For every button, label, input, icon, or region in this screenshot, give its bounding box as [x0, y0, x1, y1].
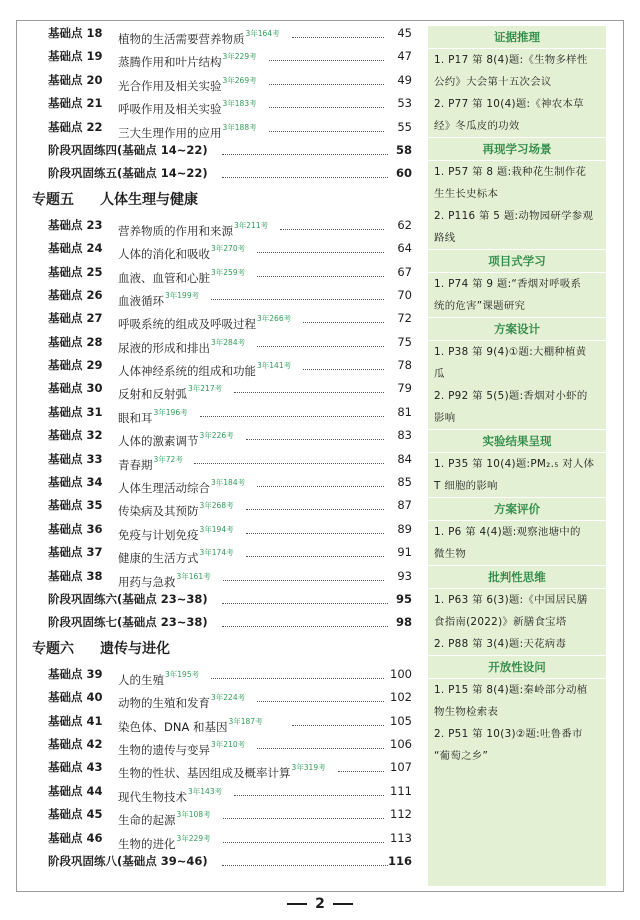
basic-point-code: 基础点 31 — [48, 404, 103, 419]
stage-practice-row[interactable] — [32, 588, 418, 611]
stage-practice-row[interactable] — [32, 850, 418, 873]
exam-frequency: 3年187考 — [228, 716, 263, 726]
stage-practice-row[interactable] — [32, 139, 418, 162]
exam-frequency: 3年143考 — [188, 786, 223, 796]
page-ref: 70 — [397, 287, 412, 302]
sidebar-section — [428, 318, 606, 430]
exam-frequency: 3年266考 — [257, 314, 292, 324]
sidebar-line: 生生长史标本 — [434, 188, 499, 200]
leader-dots — [222, 154, 388, 155]
sidebar-section-heading: 开放性设问 — [428, 656, 606, 679]
leader-dots — [303, 322, 384, 323]
basic-point-title: 染色体、DNA 和基因$^{3年187考}$ — [118, 716, 263, 734]
leader-dots — [200, 416, 385, 417]
page-ref: 75 — [397, 334, 412, 349]
basic-point-code: 基础点 41 — [48, 713, 103, 728]
toc-row[interactable] — [32, 827, 418, 850]
leader-dots — [222, 865, 388, 866]
toc-row[interactable] — [32, 686, 418, 709]
toc-row[interactable] — [32, 22, 418, 45]
page-ref: 45 — [397, 26, 412, 40]
exam-frequency: 3年224考 — [211, 693, 246, 703]
leader-dots — [222, 177, 388, 178]
sidebar-line: 统的危害”课题研究 — [434, 300, 526, 312]
exam-frequency: 3年72考 — [153, 454, 183, 464]
stage-practice-row[interactable] — [32, 611, 418, 634]
basic-point-code: 基础点 42 — [48, 736, 103, 751]
exam-frequency: 3年194考 — [199, 524, 234, 534]
sidebar-line: 1. P57 第 8 题:栽种花生制作花 — [434, 166, 587, 178]
basic-point-code: 基础点 46 — [48, 830, 103, 845]
page-ref: 98 — [395, 615, 412, 630]
basic-point-title: 青春期$^{3年72考}$ — [118, 454, 183, 472]
sidebar-section-heading: 证据推理 — [428, 26, 606, 49]
sidebar-line: 食指南(2022)》新膳食宝塔 — [434, 616, 567, 628]
page-ref: 93 — [397, 568, 412, 583]
toc-row[interactable] — [32, 710, 418, 733]
page-ref: 78 — [397, 358, 412, 373]
exam-frequency: 3年210考 — [211, 739, 246, 749]
page-ref: 113 — [390, 830, 412, 845]
basic-point-title: 植物的生活需要营养物质$^{3年164考}$ — [118, 29, 280, 46]
sidebar-line: 1. P74 第 9 题:“香烟对呼吸系 — [434, 278, 582, 290]
exam-frequency: 3年319考 — [291, 763, 326, 773]
leader-dots — [223, 580, 385, 581]
page-ref: 100 — [390, 666, 412, 681]
page-ref: 58 — [395, 142, 412, 157]
sidebar-line: 公约》大会第十五次会议 — [434, 76, 552, 88]
basic-point-title: 传染病及其预防$^{3年268考}$ — [118, 501, 234, 519]
toc-row[interactable] — [32, 663, 418, 686]
toc-row[interactable] — [32, 494, 418, 517]
toc-row[interactable] — [32, 237, 418, 260]
sidebar-line: 2. P116 第 5 题:动物园研学参观 — [434, 210, 594, 222]
basic-point-code: 基础点 35 — [48, 498, 103, 513]
exam-frequency: 3年270考 — [211, 244, 246, 254]
footer-dash-right — [333, 903, 353, 905]
exam-frequency: 3年108考 — [176, 810, 211, 820]
basic-point-title: 人体生理活动综合$^{3年184考}$ — [118, 478, 246, 496]
leader-dots — [246, 556, 385, 557]
basic-point-code: 基础点 26 — [48, 287, 103, 302]
exam-frequency: 3年141考 — [257, 361, 292, 371]
basic-point-title: 蒸腾作用和叶片结构$^{3年229考}$ — [118, 52, 257, 70]
basic-point-code: 基础点 23 — [48, 217, 103, 232]
basic-point-code: 基础点 30 — [48, 381, 103, 396]
toc-row[interactable] — [32, 69, 418, 92]
page-ref: 55 — [397, 119, 412, 134]
toc-row[interactable] — [32, 541, 418, 564]
basic-point-code: 基础点 29 — [48, 358, 103, 373]
stage-practice-label: 阶段巩固练五(基础点 14~22) — [48, 166, 208, 181]
basic-point-title: 人体的消化和吸收$^{3年270考}$ — [118, 244, 246, 262]
exam-frequency: 3年196考 — [153, 407, 188, 417]
stage-practice-row[interactable] — [32, 162, 418, 185]
leader-dots — [269, 107, 385, 108]
exam-frequency: 3年211考 — [234, 220, 269, 230]
page-ref: 72 — [397, 311, 412, 326]
exam-frequency: 3年164考 — [245, 29, 280, 38]
leader-dots — [257, 701, 384, 702]
topic-name: 遗传与进化 — [100, 640, 170, 657]
leader-dots — [257, 252, 384, 253]
page-ref: 62 — [397, 217, 412, 232]
toc-row[interactable] — [32, 803, 418, 826]
exam-frequency: 3年174考 — [199, 548, 234, 558]
toc-row[interactable] — [32, 116, 418, 139]
leader-dots — [292, 725, 385, 726]
exam-frequency: 3年284考 — [211, 337, 246, 347]
skills-sidebar — [428, 26, 606, 886]
exam-frequency: 3年217考 — [188, 384, 223, 394]
basic-point-title: 生命的起源$^{3年108考}$ — [118, 810, 211, 828]
leader-dots — [211, 299, 384, 300]
page-ref: 60 — [395, 166, 412, 181]
toc-row[interactable] — [32, 214, 418, 237]
leader-dots — [223, 818, 385, 819]
leader-dots — [234, 392, 384, 393]
leader-dots — [257, 346, 384, 347]
stage-practice-label: 阶段巩固练六(基础点 23~38) — [48, 591, 208, 606]
page-ref: 91 — [397, 545, 412, 560]
toc-row[interactable] — [32, 756, 418, 779]
sidebar-line: 2. P77 第 10(4)题:《神农本草 — [434, 98, 584, 110]
page-ref: 87 — [397, 498, 412, 513]
basic-point-title: 眼和耳$^{3年196考}$ — [118, 407, 188, 425]
sidebar-section — [428, 430, 606, 498]
basic-point-code: 基础点 38 — [48, 568, 103, 583]
sidebar-section — [428, 498, 606, 566]
sidebar-section-heading: 方案设计 — [428, 318, 606, 341]
sidebar-section — [428, 138, 606, 250]
leader-dots — [292, 37, 385, 38]
basic-point-title: 呼吸作用及相关实验$^{3年183考}$ — [118, 99, 257, 117]
sidebar-line: 物生物检索表 — [434, 706, 499, 718]
toc-row[interactable] — [32, 448, 418, 471]
leader-dots — [246, 533, 385, 534]
basic-point-code: 基础点 39 — [48, 666, 103, 681]
toc-row[interactable] — [32, 45, 418, 68]
page-ref: 64 — [397, 241, 412, 256]
leader-dots — [338, 771, 385, 772]
sidebar-line: 2. P92 第 5(5)题:香烟对小虾的 — [434, 390, 588, 402]
basic-point-title: 现代生物技术$^{3年143考}$ — [118, 786, 223, 804]
leader-dots — [303, 369, 384, 370]
stage-practice-label: 阶段巩固练八(基础点 39~46) — [48, 853, 208, 868]
footer-dash-left — [287, 903, 307, 905]
page-number: 2 — [315, 896, 325, 912]
sidebar-line: 2. P88 第 3(4)题:天花病毒 — [434, 638, 567, 650]
page-ref: 112 — [390, 807, 412, 822]
basic-point-code: 基础点 44 — [48, 783, 103, 798]
basic-point-title: 人的生殖$^{3年195考}$ — [118, 669, 200, 687]
stage-practice-label: 阶段巩固练四(基础点 14~22) — [48, 142, 208, 157]
topic-number: 专题六 — [32, 640, 74, 657]
leader-dots — [223, 842, 385, 843]
leader-dots — [222, 603, 388, 604]
exam-frequency: 3年259考 — [211, 267, 246, 277]
page-ref: 53 — [397, 96, 412, 111]
page-ref: 81 — [397, 404, 412, 419]
basic-point-code: 基础点 20 — [48, 72, 103, 87]
page-ref: 89 — [397, 521, 412, 536]
leader-dots — [194, 463, 384, 464]
exam-frequency: 3年199考 — [165, 290, 200, 300]
page-ref: 67 — [397, 264, 412, 279]
page-ref: 116 — [387, 853, 412, 868]
leader-dots — [257, 276, 384, 277]
basic-point-title: 光合作用及相关实验$^{3年269考}$ — [118, 75, 257, 93]
basic-point-title: 三大生理作用的应用$^{3年188考}$ — [118, 122, 257, 140]
basic-point-title: 动物的生殖和发育$^{3年224考}$ — [118, 693, 246, 711]
page-ref: 83 — [397, 428, 412, 443]
sidebar-line: 瓜 — [434, 368, 445, 380]
exam-frequency: 3年268考 — [199, 501, 234, 511]
leader-dots — [269, 84, 385, 85]
basic-point-code: 基础点 40 — [48, 690, 103, 705]
toc-row[interactable] — [32, 261, 418, 284]
sidebar-section-heading: 批判性思维 — [428, 566, 606, 589]
leader-dots — [269, 131, 385, 132]
basic-point-code: 基础点 18 — [48, 26, 103, 40]
exam-frequency: 3年161考 — [176, 571, 211, 581]
sidebar-line: 1. P15 第 8(4)题:秦岭部分动植 — [434, 684, 588, 696]
exam-frequency: 3年188考 — [222, 122, 257, 132]
leader-dots — [222, 626, 388, 627]
sidebar-line: 经》冬瓜皮的功效 — [434, 120, 520, 132]
page-ref: 105 — [390, 713, 412, 728]
page-ref: 85 — [397, 475, 412, 490]
page-ref: 49 — [397, 72, 412, 87]
sidebar-section-heading: 项目式学习 — [428, 250, 606, 273]
basic-point-title: 血液、血管和心脏$^{3年259考}$ — [118, 267, 246, 285]
topic-name: 人体生理与健康 — [100, 191, 198, 208]
toc-row[interactable] — [32, 92, 418, 115]
sidebar-line: 1. P63 第 6(3)题:《中国居民膳 — [434, 594, 588, 606]
toc-row[interactable] — [32, 284, 418, 307]
toc-row[interactable] — [32, 424, 418, 447]
toc-row[interactable] — [32, 354, 418, 377]
sidebar-section — [428, 656, 606, 767]
page-ref: 111 — [390, 783, 412, 798]
leader-dots — [246, 439, 385, 440]
leader-dots — [269, 60, 385, 61]
exam-frequency: 3年183考 — [222, 99, 257, 109]
basic-point-code: 基础点 45 — [48, 807, 103, 822]
sidebar-line: 路线 — [434, 232, 456, 244]
leader-dots — [246, 509, 385, 510]
page-ref: 106 — [390, 736, 412, 751]
basic-point-title: 血液循环$^{3年199考}$ — [118, 290, 200, 308]
page-ref: 84 — [397, 451, 412, 466]
sidebar-section-heading: 实验结果呈现 — [428, 430, 606, 453]
basic-point-title: 用药与急救$^{3年161考}$ — [118, 571, 211, 589]
basic-point-code: 基础点 34 — [48, 475, 103, 490]
basic-point-code: 基础点 22 — [48, 119, 103, 134]
sidebar-section-heading: 再现学习场景 — [428, 138, 606, 161]
sidebar-section-heading: 方案评价 — [428, 498, 606, 521]
toc-row[interactable] — [32, 780, 418, 803]
exam-frequency: 3年226考 — [199, 431, 234, 441]
leader-dots — [257, 748, 384, 749]
toc-row[interactable] — [32, 565, 418, 588]
basic-point-title: 人体的激素调节$^{3年226考}$ — [118, 431, 234, 449]
topic-heading — [32, 186, 418, 214]
basic-point-title: 营养物质的作用和来源$^{3年211考}$ — [118, 220, 269, 238]
page-ref: 102 — [390, 690, 412, 705]
page-ref: 47 — [397, 49, 412, 64]
basic-point-title: 免疫与计划免疫$^{3年194考}$ — [118, 524, 234, 542]
page-ref: 95 — [395, 591, 412, 606]
sidebar-line: “葡萄之乡” — [434, 750, 489, 762]
toc-row[interactable] — [32, 401, 418, 424]
basic-point-code: 基础点 24 — [48, 241, 103, 256]
leader-dots — [211, 678, 384, 679]
basic-point-title: 人体神经系统的组成和功能$^{3年141考}$ — [118, 361, 292, 379]
sidebar-section — [428, 26, 606, 138]
exam-frequency: 3年184考 — [211, 478, 246, 488]
sidebar-section — [428, 566, 606, 656]
exam-frequency: 3年229考 — [222, 52, 257, 62]
leader-dots — [234, 795, 384, 796]
basic-point-title: 呼吸系统的组成及呼吸过程$^{3年266考}$ — [118, 314, 292, 332]
topic-number: 专题五 — [32, 191, 74, 208]
toc-row[interactable] — [32, 377, 418, 400]
basic-point-code: 基础点 19 — [48, 49, 103, 64]
page-ref: 107 — [390, 760, 412, 775]
basic-point-code: 基础点 25 — [48, 264, 103, 279]
sidebar-line: 2. P51 第 10(3)②题:吐鲁番市 — [434, 728, 583, 740]
table-of-contents — [32, 22, 418, 873]
toc-row[interactable] — [32, 307, 418, 330]
basic-point-code: 基础点 27 — [48, 311, 103, 326]
basic-point-title: 健康的生活方式$^{3年174考}$ — [118, 548, 234, 566]
basic-point-title: 生物的遗传与变异$^{3年210考}$ — [118, 739, 246, 757]
sidebar-section — [428, 250, 606, 318]
leader-dots — [280, 229, 384, 230]
basic-point-code: 基础点 33 — [48, 451, 103, 466]
leader-dots — [257, 486, 384, 487]
exam-frequency: 3年229考 — [176, 833, 211, 843]
toc-row[interactable] — [32, 733, 418, 756]
exam-frequency: 3年269考 — [222, 75, 257, 85]
basic-point-title: 反射和反射弧$^{3年217考}$ — [118, 384, 223, 402]
page-ref: 79 — [397, 381, 412, 396]
sidebar-line: 1. P17 第 8(4)题:《生物多样性 — [434, 54, 588, 66]
stage-practice-label: 阶段巩固练七(基础点 23~38) — [48, 615, 208, 630]
basic-point-code: 基础点 32 — [48, 428, 103, 443]
toc-row[interactable] — [32, 331, 418, 354]
basic-point-code: 基础点 28 — [48, 334, 103, 349]
sidebar-line: 影响 — [434, 412, 456, 424]
basic-point-code: 基础点 21 — [48, 96, 103, 111]
exam-frequency: 3年195考 — [165, 669, 200, 679]
sidebar-line: 1. P6 第 4(4)题:观察池塘中的 — [434, 526, 581, 538]
sidebar-line: 微生物 — [434, 548, 467, 560]
basic-point-code: 基础点 36 — [48, 521, 103, 536]
topic-heading — [32, 635, 418, 663]
basic-point-title: 生物的进化$^{3年229考}$ — [118, 833, 211, 851]
page-footer — [0, 896, 640, 912]
basic-point-code: 基础点 43 — [48, 760, 103, 775]
basic-point-title: 尿液的形成和排出$^{3年284考}$ — [118, 337, 246, 355]
basic-point-title: 生物的性状、基因组成及概率计算$^{3年319考}$ — [118, 763, 326, 781]
basic-point-code: 基础点 37 — [48, 545, 103, 560]
sidebar-line: 1. P38 第 9(4)①题:大棚种植黄 — [434, 346, 587, 358]
toc-row[interactable] — [32, 518, 418, 541]
sidebar-line: 1. P35 第 10(4)题:PM₂.₅ 对人体 — [434, 458, 595, 470]
sidebar-line: T 细胞的影响 — [434, 480, 498, 492]
toc-row[interactable] — [32, 471, 418, 494]
